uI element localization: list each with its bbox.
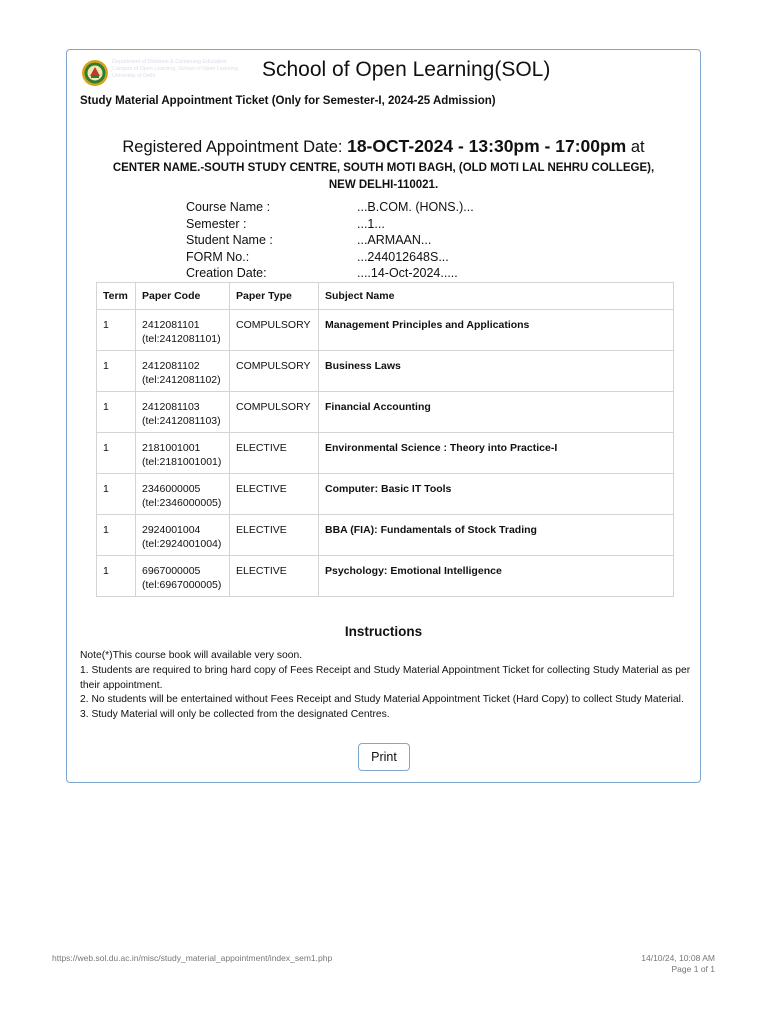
header [81,58,691,94]
appointment-datetime: 18-OCT-2024 - 13:30pm - 17:00pm [347,136,627,156]
cell-paper-type: ELECTIVE [230,433,319,474]
paper-code: 2412081103 [142,401,200,413]
cell-subject-name: Environmental Science : Theory into Practice-I [319,433,674,474]
center-line-2: NEW DELHI-110021. [328,179,439,191]
cell-paper-code [136,515,230,556]
center-name [81,160,686,194]
paper-tel: (tel:2412081103) [142,415,221,427]
instructions-list [80,649,692,723]
cell-paper-type: ELECTIVE [230,556,319,597]
page-title: School of Open Learning(SOL) [262,58,551,81]
table-row [97,351,674,392]
center-line-1: CENTER NAME.-SOUTH STUDY CENTRE, SOUTH MOTI BAGH, (OLD MOTI LAL NEHRU COLLEGE), [112,162,655,174]
info-value: ...ARMAAN... [357,233,432,248]
cell-paper-code [136,310,230,351]
cell-paper-code [136,351,230,392]
paper-code: 2924001004 [142,524,201,536]
table-header-row [97,283,674,310]
footer-meta [641,953,715,975]
paper-tel: (tel:2412081102) [142,374,221,386]
ticket-card [66,49,701,783]
paper-tel: (tel:6967000005) [142,579,222,591]
university-seal-logo [81,59,109,87]
cell-subject-name: Financial Accounting [319,392,674,433]
cell-paper-type: COMPULSORY [230,392,319,433]
cell-term: 1 [97,433,136,474]
paper-code: 2181001001 [142,442,201,454]
instruction-note: Note(*)This course book will available very soon. [80,650,303,661]
info-label: Creation Date: [186,266,267,281]
info-label: Course Name : [186,200,271,214]
cell-paper-code [136,556,230,597]
instruction-item: 3. Study Material will only be collected from the designated Centres. [80,709,390,721]
info-label: Semester : [186,216,247,231]
header-paper-code: Paper Code [136,283,230,310]
appointment-label: Registered Appointment Date: [122,138,348,156]
table-row [97,556,674,597]
paper-code: 6967000005 [142,565,201,577]
info-value: ...B.COM. (HONS.)... [357,200,474,214]
cell-term: 1 [97,515,136,556]
paper-tel: (tel:2924001004) [142,538,222,550]
cell-paper-type: COMPULSORY [230,351,319,392]
cell-subject-name: Computer: Basic IT Tools [319,474,674,515]
appointment-suffix: at [626,138,645,156]
paper-code: 2346000005 [142,483,201,495]
student-info [186,200,506,283]
papers-table [96,282,674,597]
ticket-subtitle: Study Material Appointment Ticket (Only for Semester-I, 2024-25 Admission) [80,95,496,107]
cell-subject-name: Psychology: Emotional Intelligence [319,556,674,597]
cell-term: 1 [97,310,136,351]
footer-page-number: Page 1 of 1 [671,964,715,974]
footer-url: https://web.sol.du.ac.in/misc/study_material_appointment/index_sem1.php [52,953,333,963]
cell-paper-code [136,392,230,433]
table-row [97,392,674,433]
paper-tel: (tel:2346000005) [142,497,222,509]
paper-tel: (tel:2412081101) [142,333,221,345]
print-button[interactable]: Print [358,743,410,771]
appointment-date [67,136,700,157]
cell-subject-name: BBA (FIA): Fundamentals of Stock Trading [319,515,674,556]
info-course [186,200,506,217]
info-value: ....14-Oct-2024..... [357,266,458,281]
info-value: ...1... [357,216,385,231]
cell-paper-type: ELECTIVE [230,474,319,515]
header-paper-type: Paper Type [230,283,319,310]
paper-tel: (tel:2181001001) [142,456,222,468]
table-row [97,474,674,515]
cell-paper-type: ELECTIVE [230,515,319,556]
cell-paper-type: COMPULSORY [230,310,319,351]
info-label: Student Name : [186,233,273,248]
paper-code: 2412081102 [142,360,200,372]
cell-term: 1 [97,556,136,597]
cell-term: 1 [97,392,136,433]
info-value: ...244012648S... [357,249,449,264]
footer-timestamp: 14/10/24, 10:08 AM [641,953,715,963]
cell-term: 1 [97,351,136,392]
cell-subject-name: Management Principles and Applications [319,310,674,351]
info-student-name [186,233,506,250]
cell-paper-code [136,474,230,515]
instructions-title: Instructions [344,624,423,639]
header-subject-name: Subject Name [319,283,674,310]
paper-code: 2412081101 [142,319,200,331]
info-semester [186,217,506,234]
header-term: Term [97,283,136,310]
info-label: FORM No.: [186,249,250,264]
department-line: University of Delhi [112,73,156,79]
cell-term: 1 [97,474,136,515]
table-row [97,433,674,474]
cell-subject-name: Business Laws [319,351,674,392]
department-text [112,59,272,80]
table-row [97,515,674,556]
instruction-item: 1. Students are required to bring hard copy of Fees Receipt and Study Material Appointment Ticket for collecting Study Material as per their appointment. [80,664,691,691]
department-line: Department of Distance & Continuing Education [112,59,227,65]
table-row [97,310,674,351]
info-creation-date [186,266,506,283]
cell-paper-code [136,433,230,474]
instruction-item: 2. No students will be entertained without Fees Receipt and Study Material Appointment Ticket (Hard Copy) to collect Study Material. [80,694,684,706]
department-line: Campus of Open Learning, School of Open Learning [112,66,238,72]
info-form-no [186,250,506,267]
